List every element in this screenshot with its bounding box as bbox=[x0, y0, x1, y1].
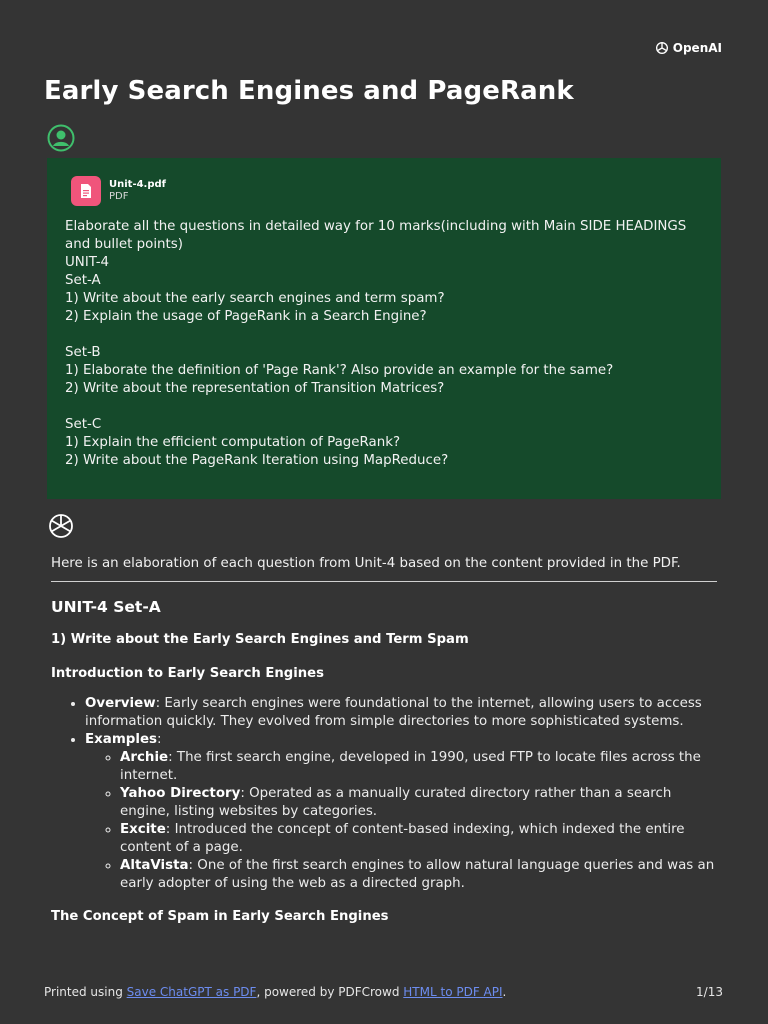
attachment-type: PDF bbox=[109, 191, 129, 202]
sub-heading: The Concept of Spam in Early Search Engines bbox=[51, 909, 389, 924]
prompt-line: 2) Write about the representation of Transition Matrices? bbox=[65, 381, 445, 396]
save-chatgpt-link[interactable]: Save ChatGPT as PDF bbox=[126, 985, 257, 999]
list-text: : bbox=[157, 732, 162, 747]
assistant-answer bbox=[51, 555, 717, 924]
question-heading: 1) Write about the Early Search Engines and Term Spam bbox=[51, 632, 469, 647]
pdf-attachment[interactable] bbox=[71, 176, 703, 206]
footer-text: . bbox=[502, 985, 507, 999]
html-to-pdf-link[interactable]: HTML to PDF API bbox=[403, 985, 503, 999]
prompt-spacer bbox=[65, 326, 703, 344]
prompt-line: 2) Explain the usage of PageRank in a Search Engine? bbox=[65, 309, 427, 324]
list-term: Examples bbox=[85, 732, 158, 747]
footer-credit bbox=[44, 985, 506, 999]
prompt-text bbox=[65, 218, 703, 470]
sub-heading: Introduction to Early Search Engines bbox=[51, 666, 324, 681]
user-message bbox=[47, 158, 721, 499]
prompt-line: 2) Write about the PageRank Iteration using MapReduce? bbox=[65, 453, 449, 468]
answer-intro: Here is an elaboration of each question from Unit-4 based on the content provided in the PDF. bbox=[51, 556, 681, 571]
prompt-line: Elaborate all the questions in detailed way for 10 marks(including with Main SIDE HEADINGS and bullet points) bbox=[65, 219, 687, 252]
sub-list-item bbox=[120, 857, 717, 893]
divider bbox=[51, 581, 717, 582]
list-text: : One of the first search engines to allow natural language queries and was an early adopter of using the web as a directed graph. bbox=[120, 858, 715, 891]
bullet-list bbox=[51, 695, 717, 893]
sub-list-item bbox=[120, 749, 717, 785]
openai-logo-icon bbox=[654, 40, 670, 56]
list-term: Excite bbox=[120, 822, 166, 837]
brand-name: OpenAI bbox=[672, 41, 722, 55]
chatgpt-logo-icon bbox=[47, 512, 75, 540]
prompt-line: 1) Elaborate the definition of 'Page Rank'? Also provide an example for the same? bbox=[65, 363, 614, 378]
footer-text: , powered by PDFCrowd bbox=[256, 985, 404, 999]
user-avatar-icon bbox=[47, 124, 75, 152]
list-term: Archie bbox=[120, 750, 169, 765]
page-title: Early Search Engines and PageRank bbox=[44, 76, 574, 106]
prompt-line: 1) Write about the early search engines and term spam? bbox=[65, 291, 445, 306]
sub-list-item bbox=[120, 821, 717, 857]
sub-list bbox=[85, 749, 717, 893]
list-item bbox=[85, 731, 717, 893]
prompt-spacer bbox=[65, 398, 703, 416]
page-number: 1/13 bbox=[696, 985, 723, 999]
prompt-line: 1) Explain the efficient computation of PageRank? bbox=[65, 435, 401, 450]
list-term: Yahoo Directory bbox=[120, 786, 241, 801]
brand-logo bbox=[654, 40, 722, 56]
list-term: Overview bbox=[85, 696, 156, 711]
footer-text: Printed using bbox=[44, 985, 127, 999]
list-text: : Introduced the concept of content-based indexing, which indexed the entire content of a page. bbox=[120, 822, 685, 855]
prompt-line: Set-B bbox=[65, 345, 101, 360]
list-text: : Early search engines were foundational to the internet, allowing users to access information quickly. They evolved from simple directories to more sophisticated systems. bbox=[85, 696, 702, 729]
sub-list-item bbox=[120, 785, 717, 821]
list-item bbox=[85, 695, 717, 731]
list-term: AltaVista bbox=[120, 858, 189, 873]
section-heading: UNIT-4 Set-A bbox=[51, 598, 161, 616]
prompt-line: UNIT-4 bbox=[65, 255, 110, 270]
prompt-line: Set-C bbox=[65, 417, 102, 432]
pdf-file-icon bbox=[71, 176, 101, 206]
list-text: : The first search engine, developed in 1990, used FTP to locate files across the internet. bbox=[120, 750, 701, 783]
list-text: : Operated as a manually curated directory rather than a search engine, listing websites by categories. bbox=[120, 786, 672, 819]
attachment-name: Unit-4.pdf bbox=[109, 179, 167, 190]
prompt-line: Set-A bbox=[65, 273, 101, 288]
